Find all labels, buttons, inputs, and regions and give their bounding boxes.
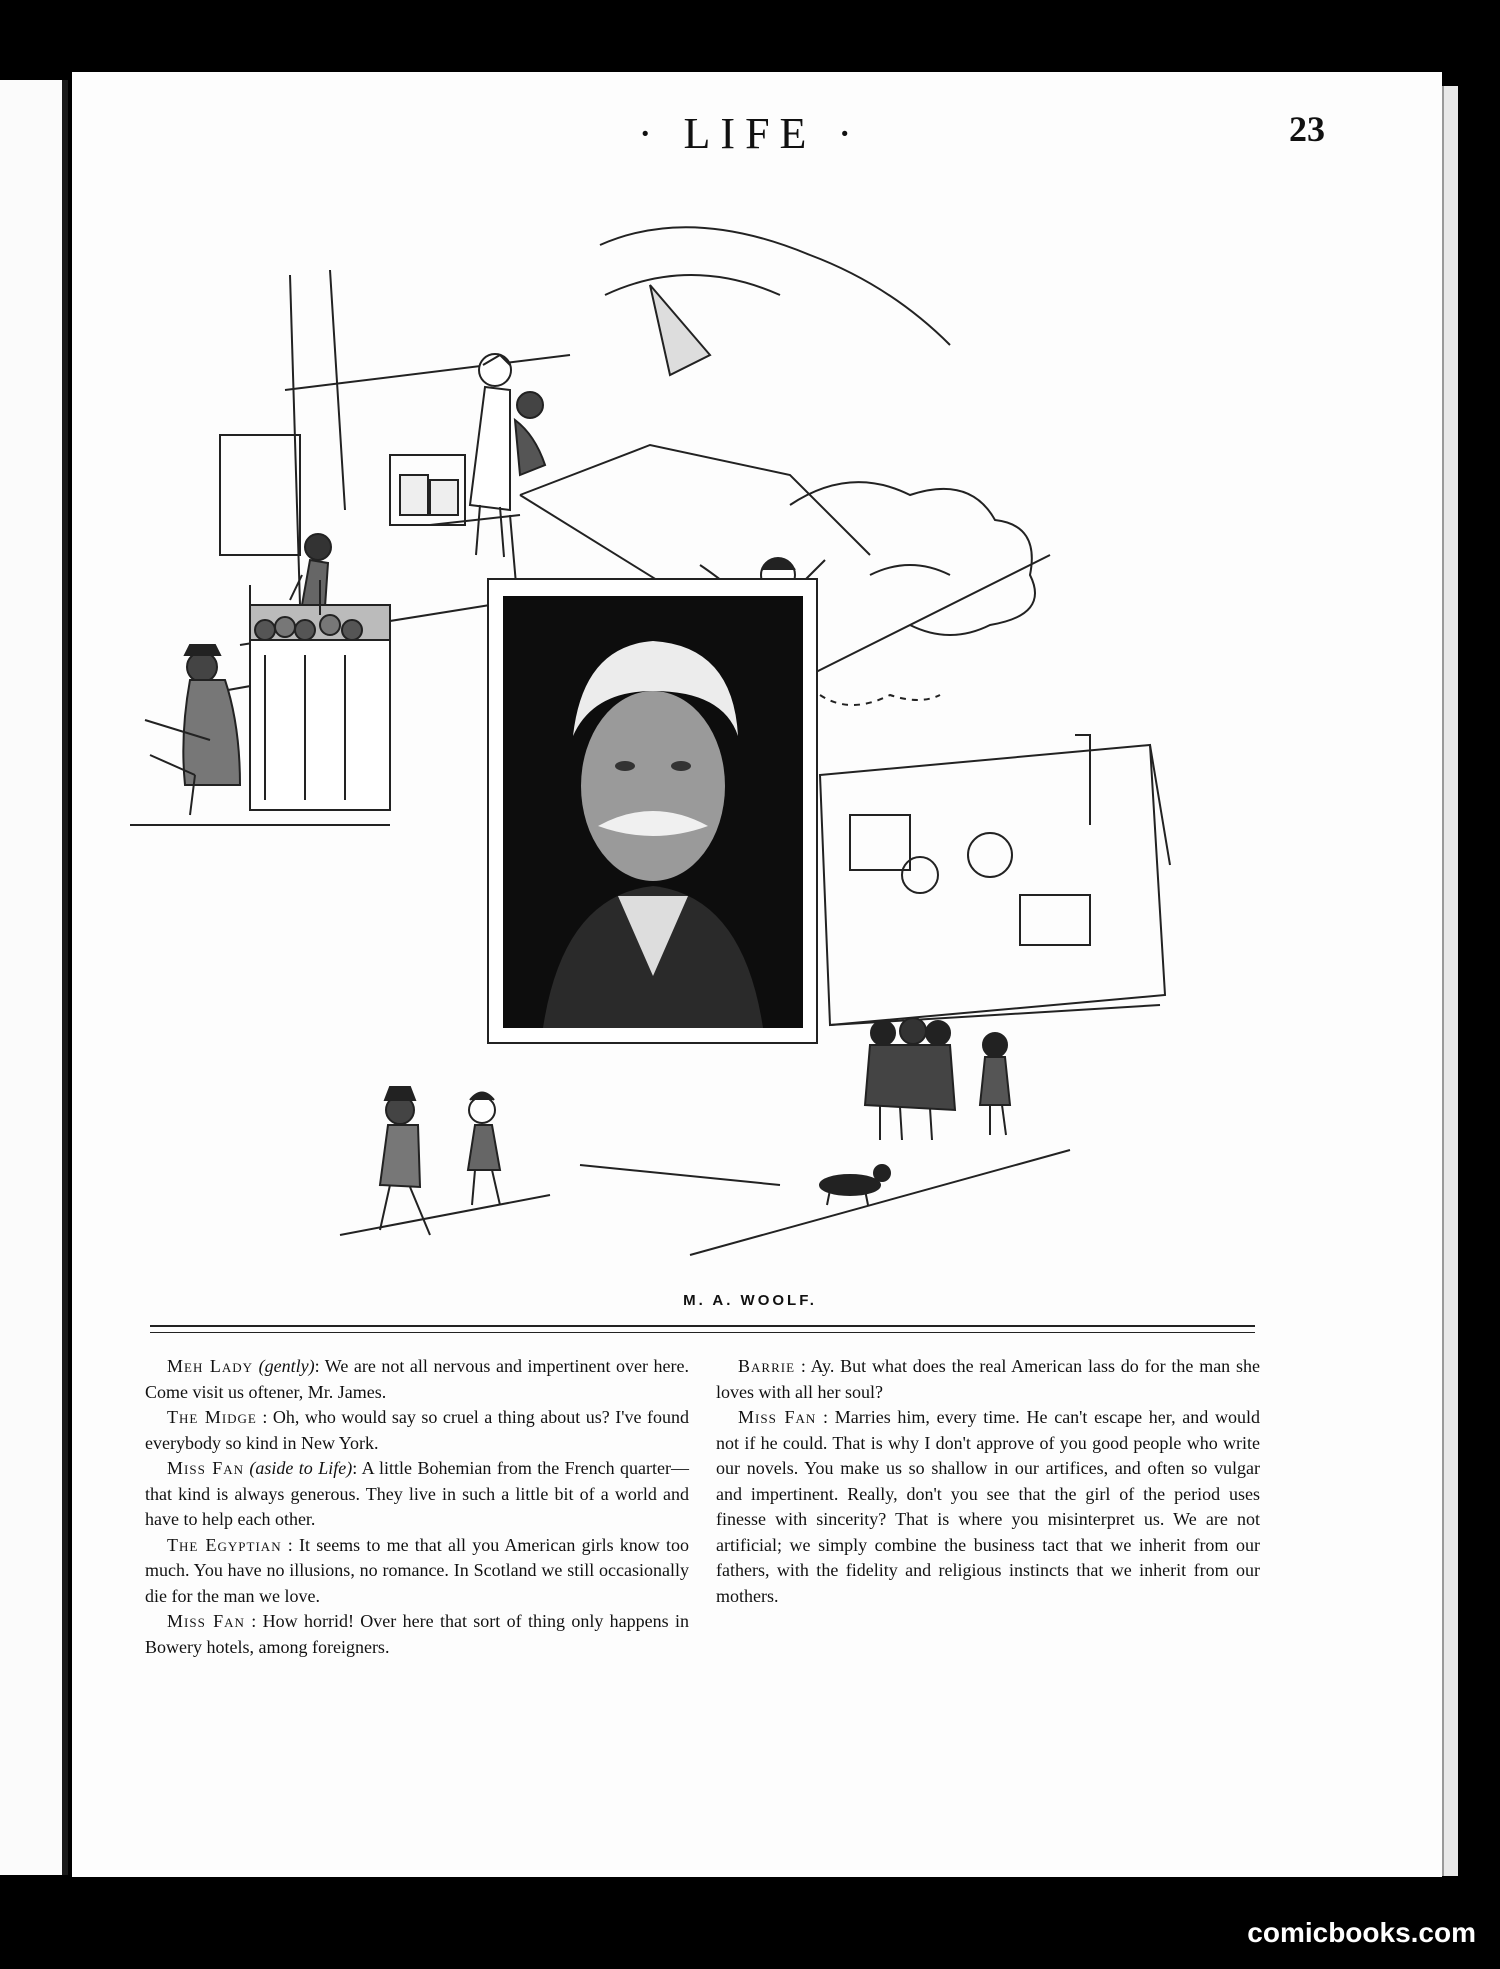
stage-direction: (aside to Life) — [249, 1458, 353, 1478]
speaker-name: Miss Fan — [738, 1407, 817, 1427]
colon: : — [244, 1611, 257, 1631]
article-left-column — [145, 1354, 689, 1660]
article-right-column — [716, 1354, 1260, 1609]
colon: : — [281, 1534, 293, 1555]
dialogue-text: A little Bohemian from the French quarter—that kind is always generous. They live in such a little bit of a world and have to help each other. — [145, 1458, 689, 1529]
watermark: comicbooks.com — [1247, 1917, 1476, 1948]
portrait-photograph — [503, 596, 803, 1028]
page-edge-shadow — [1442, 86, 1458, 1876]
previous-page-edge — [0, 80, 68, 1875]
shop-window-sketch — [820, 735, 1170, 1025]
speaker-name: Meh Lady — [167, 1356, 254, 1376]
children-at-shop-window — [865, 1018, 1010, 1140]
speaker-name: The Midge — [167, 1407, 257, 1427]
colon: : — [256, 1407, 268, 1427]
dialogue-text: It seems to me that all you American girls know too much. You have no illusions, no romance. In Scotland we still occasionally die for the man we love. — [145, 1534, 689, 1606]
masthead-title: · LIFE · — [637, 109, 863, 158]
colon: : — [314, 1356, 320, 1376]
stage-direction: (gently) — [258, 1356, 315, 1376]
illustration-caption: M. A. WOOLF. — [683, 1292, 817, 1309]
divider-rule — [150, 1325, 1255, 1327]
speaker-name: Miss Fan — [167, 1458, 244, 1478]
dialogue-paragraph — [716, 1405, 1260, 1609]
dialogue-text: Ay. But what does the real American lass do for the man she loves with all her soul? — [716, 1356, 1260, 1402]
dialogue-paragraph — [145, 1354, 689, 1405]
dialogue-text: We are not all nervous and impertinent over here. Come visit us oftener, Mr. James. — [145, 1356, 690, 1402]
colon: : — [352, 1458, 358, 1478]
colon: : — [816, 1407, 829, 1427]
dialogue-paragraph — [145, 1456, 689, 1533]
speaker-name: The Egyptian — [167, 1534, 282, 1555]
children-talking — [340, 1087, 550, 1235]
speaker-name: Barrie — [738, 1356, 796, 1376]
divider-rule-thin — [150, 1332, 1255, 1333]
dachshund — [820, 1165, 890, 1205]
portrait-frame — [487, 578, 818, 1044]
dialogue-paragraph — [716, 1354, 1260, 1405]
colon: : — [795, 1356, 806, 1376]
dialogue-text: Oh, who would say so cruel a thing about us? I've found everybody so kind in New York. — [145, 1407, 689, 1453]
speaker-name: Miss Fan — [167, 1611, 245, 1631]
dialogue-paragraph — [145, 1609, 689, 1660]
dialogue-text: Marries him, every time. He can't escape her, and would not if he could. That is why I don't approve of you good people who write our novels. You make us so shallow in our artifices, and often so vulgar and impertinent. Really, don't you see that the girl of the period uses finesse with sincerity? That is where you misinterpret us. We are not artificial; we simply combine the business tact that we inherit from our fathers, with the fidelity and religious instincts that we inherit from our mothers. — [716, 1407, 1260, 1606]
man-at-fruit-stand — [130, 580, 390, 825]
dialogue-paragraph — [145, 1405, 689, 1456]
dialogue-paragraph — [145, 1533, 689, 1610]
dialogue-text: How horrid! Over here that sort of thing only happens in Bowery hotels, among foreigners. — [145, 1611, 689, 1657]
portrait-of-man-icon — [503, 596, 803, 1028]
woman-holding-child — [470, 354, 545, 557]
page-header — [0, 108, 1500, 178]
page-number: 23 — [1289, 109, 1325, 149]
